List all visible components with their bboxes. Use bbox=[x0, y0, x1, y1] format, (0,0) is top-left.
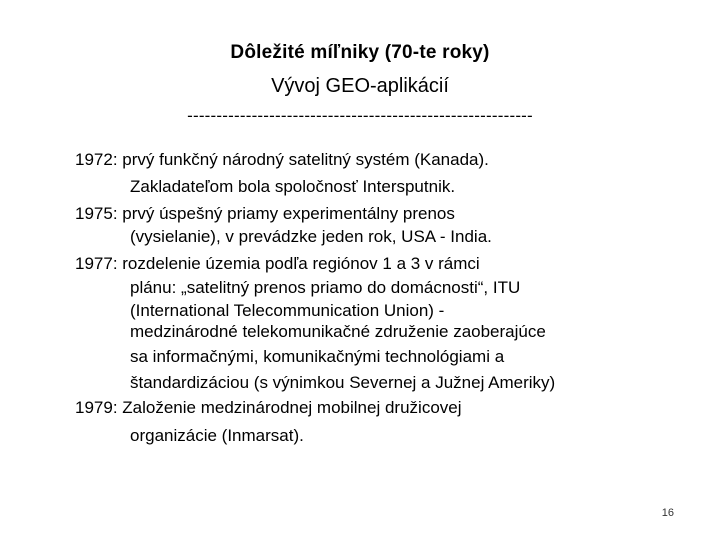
text-line: sa informačnými, komunikačnými technológiami a bbox=[130, 347, 505, 366]
text-line: 1972: prvý funkčný národný satelitný systém (Kanada). bbox=[75, 150, 489, 169]
text-line: (vysielanie), v prevádzke jeden rok, USA - India. bbox=[130, 227, 492, 246]
text-line: 1975: prvý úspešný priamy experimentálny prenos bbox=[75, 204, 455, 223]
slide-title: Dôležité míľniky (70-te roky) bbox=[230, 42, 490, 63]
text-line: 1979: Založenie medzinárodnej mobilnej družicovej bbox=[75, 398, 462, 417]
text-line: štandardizáciou (s výnimkou Severnej a Južnej Ameriky) bbox=[130, 373, 556, 392]
text-line: plánu: „satelitný prenos priamo do domácnosti“, ITU bbox=[130, 278, 521, 297]
text-line: medzinárodné telekomunikačné združenie zaoberajúce bbox=[130, 322, 546, 341]
dashed-separator: ----------------------------------------------------------- bbox=[187, 106, 533, 125]
text-line: Zakladateľom bola spoločnosť Intersputnik. bbox=[130, 177, 456, 196]
text-line: 1977: rozdelenie územia podľa regiónov 1 a 3 v rámci bbox=[75, 254, 480, 273]
text-line: organizácie (Inmarsat). bbox=[130, 426, 304, 445]
text-line: (International Telecommunication Union) - bbox=[130, 301, 445, 320]
slide-subtitle: Vývoj GEO-aplikácií bbox=[271, 75, 449, 97]
page-number: 16 bbox=[661, 507, 674, 519]
